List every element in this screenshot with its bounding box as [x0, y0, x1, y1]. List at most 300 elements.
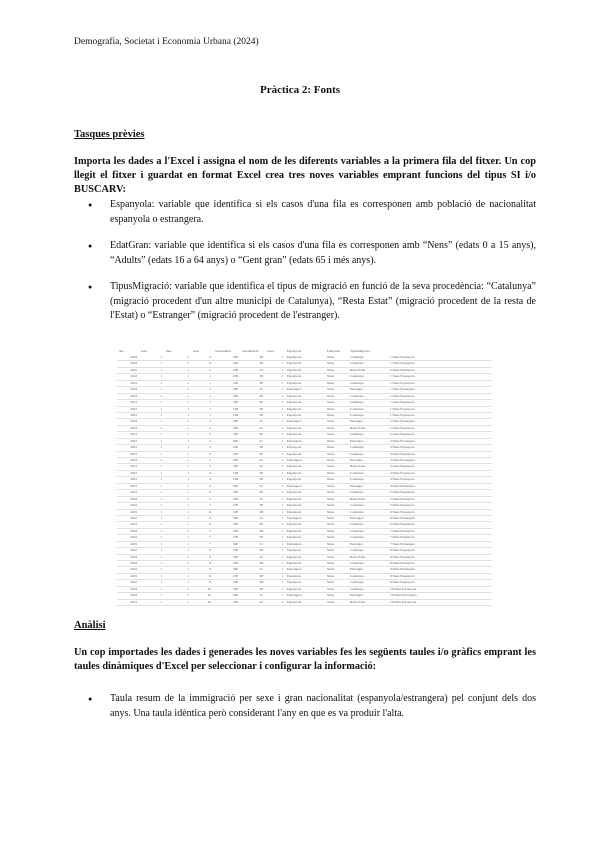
table-cell: 1	[139, 490, 164, 496]
table-cell: 1	[191, 400, 213, 406]
list-item-taula-resum: ● Taula resum de la immigració per sexe i gran nacionalitat (espanyola/estrangera) pel conjunt dels dos anys. Una taula idèntica però considerant l'any en que es va produir l'alta.	[74, 692, 536, 721]
table-cell: Espanyola	[285, 451, 325, 457]
table-cell: 1	[265, 387, 285, 393]
table-cell: 300	[213, 567, 240, 573]
table-cell: Catalunya	[348, 380, 388, 386]
table-cell: 1	[139, 509, 164, 515]
table-cell: 1	[265, 593, 285, 599]
table-cell: 1	[139, 438, 164, 444]
table-cell: 2023	[117, 419, 139, 425]
table-cell: Resta Estat	[348, 425, 388, 431]
table-cell: 1	[164, 567, 191, 573]
table-cell	[348, 606, 388, 607]
table-cell: 1	[164, 438, 191, 444]
table-cell: 1	[139, 567, 164, 573]
table-cell: 2023	[117, 464, 139, 470]
table-cell: 108	[213, 561, 240, 567]
spreadsheet-header-row	[117, 347, 492, 355]
table-cell: 1	[164, 367, 191, 373]
table-cell: Catalunya	[348, 406, 388, 412]
table-cell: 43	[240, 496, 265, 502]
table-cell: 08	[240, 573, 265, 579]
table-cell: Espanyola	[285, 432, 325, 438]
table-cell: 1	[164, 387, 191, 393]
spreadsheet-header-cell: any	[119, 349, 124, 353]
table-cell: Espanyola	[285, 599, 325, 605]
table-cell: 2023	[117, 367, 139, 373]
table-cell: 1	[139, 451, 164, 457]
table-cell: 3 Nens Estrangera	[388, 458, 492, 464]
table-cell: Catalunya	[348, 477, 388, 483]
table-cell: 4 Nens Estrangera	[388, 483, 492, 489]
table-cell: 2	[191, 438, 213, 444]
table-cell: 2023	[117, 438, 139, 444]
table-cell: 08	[240, 393, 265, 399]
spreadsheet-table	[117, 347, 492, 607]
table-cell: 1	[265, 509, 285, 515]
table-cell: 2023	[117, 412, 139, 418]
table-cell: Nens	[325, 509, 348, 515]
table-cell: 9 Nens Espanyola	[388, 573, 492, 579]
table-cell: 1	[265, 567, 285, 573]
table-cell: 1	[164, 490, 191, 496]
table-cell: 6 Nens Espanyola	[388, 509, 492, 515]
table-cell: 1 Nens Estrangera	[388, 387, 492, 393]
table-cell: 300	[213, 483, 240, 489]
table-cell: 1	[164, 586, 191, 592]
table-cell: 7 Nens Estrangera	[388, 541, 492, 547]
table-cell: 08	[240, 490, 265, 496]
table-cell: 108	[213, 470, 240, 476]
table-cell: 10 Nens Estrangera	[388, 593, 492, 599]
table-cell: 1	[265, 451, 285, 457]
spreadsheet-header-cell: nacionalitat	[215, 349, 231, 353]
table-cell: 08	[240, 477, 265, 483]
table-cell: Espanyola	[285, 380, 325, 386]
table-cell	[117, 606, 139, 607]
table-cell: Nens	[325, 374, 348, 380]
table-cell: 2023	[117, 509, 139, 515]
table-cell: Nens	[325, 445, 348, 451]
table-cell: 1	[164, 355, 191, 361]
table-cell: Espanyola	[285, 548, 325, 554]
table-cell: 1 Nens Espanyola	[388, 400, 492, 406]
table-cell: 1	[139, 599, 164, 605]
table-cell: 2023	[117, 580, 139, 586]
table-cell: 8	[191, 548, 213, 554]
table-cell: Estranger	[348, 438, 388, 444]
table-cell: Catalunya	[348, 355, 388, 361]
table-cell: 2023	[117, 406, 139, 412]
table-cell: Espanyola	[285, 561, 325, 567]
table-cell: 1	[265, 355, 285, 361]
list-item-tipusmigracio: ● TipusMigració: variable que identifica el tipus de migració en funció de la seva procedència: “Catalunya” (migració procedent d'un altre municipi de Catalunya), “Resta Estat” (migració procedent de la resta de l'Estat) o “Estranger” (migració procedent de l'estranger).	[74, 280, 536, 324]
table-cell: 08	[240, 503, 265, 509]
table-cell: Nens	[325, 432, 348, 438]
spreadsheet-header-cell: casos	[267, 349, 275, 353]
table-cell: Resta Estat	[348, 599, 388, 605]
table-cell: 43	[240, 425, 265, 431]
table-cell: Espanyola	[285, 509, 325, 515]
table-cell: Catalunya	[348, 451, 388, 457]
table-cell: 2023	[117, 593, 139, 599]
table-cell: 1	[164, 393, 191, 399]
table-cell: 1	[265, 528, 285, 534]
table-cell: 0	[191, 355, 213, 361]
table-cell: 108	[213, 412, 240, 418]
table-cell: 1	[164, 432, 191, 438]
table-cell: 1	[265, 419, 285, 425]
table-cell: 1	[191, 406, 213, 412]
table-cell: 8 Nens Espanyola	[388, 548, 492, 554]
table-cell: 1	[164, 509, 191, 515]
table-cell: Estrangera	[285, 458, 325, 464]
table-cell: Nens	[325, 567, 348, 573]
table-cell: 43	[240, 464, 265, 470]
table-cell: 1	[265, 580, 285, 586]
table-cell: 1	[139, 355, 164, 361]
table-cell: 08	[240, 451, 265, 457]
table-cell: 01	[240, 387, 265, 393]
table-cell: 08	[240, 548, 265, 554]
table-cell: 1	[191, 380, 213, 386]
table-cell: 6 Nens Estrangera	[388, 515, 492, 521]
table-cell: 1	[139, 432, 164, 438]
table-cell: Catalunya	[348, 548, 388, 554]
spreadsheet-header-cell: sexe	[141, 349, 148, 353]
table-cell: Nens	[325, 387, 348, 393]
table-cell: Nens	[325, 483, 348, 489]
table-cell: 1	[265, 464, 285, 470]
table-cell: 108	[213, 490, 240, 496]
table-cell: 108	[213, 573, 240, 579]
table-cell: 1	[139, 554, 164, 560]
table-cell: 1	[265, 535, 285, 541]
table-cell: 1	[191, 393, 213, 399]
table-cell: Catalunya	[348, 503, 388, 509]
table-cell: 2023	[117, 528, 139, 534]
table-row	[117, 606, 492, 607]
table-cell: Nens	[325, 599, 348, 605]
table-cell: 08	[240, 432, 265, 438]
table-cell: 2023	[117, 496, 139, 502]
table-cell: 1	[139, 528, 164, 534]
table-cell: 1	[164, 412, 191, 418]
table-cell: 10 Nens Espanyola	[388, 599, 492, 605]
table-cell: Catalunya	[348, 432, 388, 438]
table-cell: Nens	[325, 393, 348, 399]
table-cell: 108	[213, 554, 240, 560]
table-cell: 1	[164, 554, 191, 560]
table-cell: 108	[213, 445, 240, 451]
table-cell: 2023	[117, 458, 139, 464]
table-cell: Nens	[325, 438, 348, 444]
table-cell: Espanyola	[285, 406, 325, 412]
table-cell: Espanyola	[285, 425, 325, 431]
table-cell: Nens	[325, 586, 348, 592]
table-cell: 1	[265, 406, 285, 412]
table-cell: 108	[213, 380, 240, 386]
table-cell: 1	[265, 393, 285, 399]
table-cell: 0 Nens Espanyola	[388, 367, 492, 373]
list-item-edatgran: ● EdatGran: variable que identifica si els casos d'una fila es corresponen amb “Nens” (edats 0 a 15 anys), “Adults” (edats 16 a 64 anys) o “Gent gran” (edats 65 i més anys).	[74, 239, 536, 268]
table-cell: Nens	[325, 400, 348, 406]
table-cell: Catalunya	[348, 400, 388, 406]
spreadsheet-body	[117, 355, 492, 607]
table-cell: Espanyola	[285, 554, 325, 560]
table-cell: 2023	[117, 554, 139, 560]
table-cell: 1	[265, 541, 285, 547]
section-heading-analisi: Anàlisi	[74, 620, 106, 631]
table-cell: 1	[164, 464, 191, 470]
table-cell: 08	[240, 509, 265, 515]
table-cell: Catalunya	[348, 412, 388, 418]
table-cell: 1	[265, 380, 285, 386]
table-cell: 08	[240, 400, 265, 406]
table-cell: 1	[265, 412, 285, 418]
spreadsheet-header-cell: EdatGran	[327, 349, 340, 353]
table-cell: 1	[265, 599, 285, 605]
table-cell: 3 Nens Espanyola	[388, 451, 492, 457]
table-cell: Catalunya	[348, 535, 388, 541]
table-cell	[213, 606, 240, 607]
table-cell: 2023	[117, 400, 139, 406]
table-cell: Espanyola	[285, 361, 325, 367]
table-cell: 1	[139, 580, 164, 586]
table-cell: 2023	[117, 451, 139, 457]
table-cell: 1	[191, 412, 213, 418]
table-cell: Resta Estat	[348, 496, 388, 502]
table-cell: 1	[265, 483, 285, 489]
table-cell: Nens	[325, 470, 348, 476]
table-cell: 108	[213, 406, 240, 412]
table-cell: 1	[164, 458, 191, 464]
table-cell: 1	[164, 445, 191, 451]
table-cell: 300	[213, 541, 240, 547]
table-cell: Estrangera	[285, 419, 325, 425]
table-cell: 1	[265, 425, 285, 431]
table-cell: 4	[191, 477, 213, 483]
table-cell: Nens	[325, 406, 348, 412]
table-cell: Nens	[325, 412, 348, 418]
table-cell: 1	[139, 561, 164, 567]
table-cell: 5	[191, 503, 213, 509]
table-cell: Catalunya	[348, 528, 388, 534]
table-cell: 08	[240, 470, 265, 476]
table-cell: 1	[164, 451, 191, 457]
table-cell: 5 Nens Espanyola	[388, 496, 492, 502]
table-cell: Espanyola	[285, 400, 325, 406]
table-cell: 10 Nens Espanyola	[388, 586, 492, 592]
table-cell: 108	[213, 464, 240, 470]
table-cell: 2	[191, 445, 213, 451]
table-cell: 108	[213, 496, 240, 502]
table-cell: 1	[139, 535, 164, 541]
table-cell: 1	[265, 548, 285, 554]
table-cell	[388, 606, 492, 607]
table-cell: 1	[139, 361, 164, 367]
table-cell: 5	[191, 496, 213, 502]
table-cell: Nens	[325, 561, 348, 567]
table-cell: Estrangera	[285, 438, 325, 444]
table-cell: 4	[191, 470, 213, 476]
table-cell: 2	[191, 425, 213, 431]
table-cell: 1	[139, 464, 164, 470]
table-cell: 1	[164, 599, 191, 605]
table-cell: 08	[240, 586, 265, 592]
table-cell: Estranger	[348, 458, 388, 464]
table-cell: Catalunya	[348, 580, 388, 586]
table-cell: 08	[240, 355, 265, 361]
table-cell: Catalunya	[348, 393, 388, 399]
table-cell: 1	[139, 380, 164, 386]
table-cell: 108	[213, 425, 240, 431]
table-cell: 1	[164, 496, 191, 502]
table-cell: 1	[265, 458, 285, 464]
table-cell: 2023	[117, 548, 139, 554]
table-cell: 1 Nens Espanyola	[388, 355, 492, 361]
table-cell: 7	[191, 528, 213, 534]
table-cell: 108	[213, 432, 240, 438]
table-cell: 01	[240, 483, 265, 489]
table-cell: 2023	[117, 599, 139, 605]
table-cell: Nens	[325, 361, 348, 367]
table-cell: 1	[265, 490, 285, 496]
table-cell: Espanyola	[285, 477, 325, 483]
table-cell: 1	[139, 393, 164, 399]
table-cell: 3	[191, 464, 213, 470]
table-cell: 2 Nens Estrangera	[388, 419, 492, 425]
table-cell: 1	[164, 573, 191, 579]
table-cell: 108	[213, 367, 240, 373]
table-cell: Espanyola	[285, 393, 325, 399]
table-cell	[240, 606, 265, 607]
table-cell: 1	[265, 438, 285, 444]
table-cell: Nens	[325, 425, 348, 431]
table-cell: 108	[213, 548, 240, 554]
table-cell: 300	[213, 419, 240, 425]
table-cell: Estrangera	[285, 567, 325, 573]
table-cell: 108	[213, 374, 240, 380]
table-cell: Espanyola	[285, 535, 325, 541]
table-cell: Espanyola	[285, 580, 325, 586]
variables-list	[74, 198, 536, 324]
table-cell: 300	[213, 593, 240, 599]
table-cell: Resta Estat	[348, 554, 388, 560]
table-cell: 7	[191, 541, 213, 547]
table-cell: 3 Nens Espanyola	[388, 464, 492, 470]
table-cell: 4 Nens Espanyola	[388, 477, 492, 483]
page-title: Pràctica 2: Fonts	[259, 84, 341, 96]
table-cell: 1	[139, 573, 164, 579]
table-cell: 9	[191, 567, 213, 573]
table-cell: 2023	[117, 503, 139, 509]
table-cell: 1	[164, 548, 191, 554]
spreadsheet-header-cell: mes	[166, 349, 172, 353]
table-cell: 1	[139, 470, 164, 476]
table-cell: 1	[139, 374, 164, 380]
table-cell: Espanyola	[285, 490, 325, 496]
table-cell	[265, 606, 285, 607]
table-cell: Estrangera	[285, 515, 325, 521]
running-header: Demografia, Societat i Economia Urbana (2024)	[74, 37, 259, 47]
table-cell: 08	[240, 528, 265, 534]
table-cell: Nens	[325, 380, 348, 386]
table-cell: 9 Nens Espanyola	[388, 580, 492, 586]
table-cell: 2 Nens Espanyola	[388, 445, 492, 451]
table-cell: Nens	[325, 593, 348, 599]
table-cell: 08	[240, 561, 265, 567]
table-cell: 10	[191, 593, 213, 599]
table-cell: 01	[240, 541, 265, 547]
table-cell: Nens	[325, 503, 348, 509]
table-cell: 1	[164, 528, 191, 534]
table-cell: Espanyola	[285, 412, 325, 418]
table-cell: 2023	[117, 515, 139, 521]
table-cell: 2023	[117, 380, 139, 386]
table-cell: 2 Nens Espanyola	[388, 425, 492, 431]
table-cell: 01	[240, 515, 265, 521]
table-cell: 01	[240, 593, 265, 599]
section-heading-tasques-previes: Tasques prèvies	[74, 129, 145, 140]
table-cell: Espanyola	[285, 496, 325, 502]
table-cell: 1	[139, 515, 164, 521]
spreadsheet-screenshot	[117, 347, 492, 607]
table-cell: 9 Nens Estrangera	[388, 567, 492, 573]
table-cell: 01	[240, 458, 265, 464]
table-cell: 1	[164, 361, 191, 367]
table-cell: 2 Nens Estrangera	[388, 438, 492, 444]
table-cell: 8	[191, 561, 213, 567]
table-cell: 300	[213, 387, 240, 393]
table-cell: 2	[191, 419, 213, 425]
table-cell: 08	[240, 580, 265, 586]
table-cell: Estranger	[348, 483, 388, 489]
table-cell: 1	[164, 561, 191, 567]
table-cell: Catalunya	[348, 490, 388, 496]
table-cell: 1	[164, 400, 191, 406]
table-cell: 3	[191, 451, 213, 457]
table-cell: 1	[139, 503, 164, 509]
table-cell: 108	[213, 477, 240, 483]
analysis-list	[74, 692, 536, 721]
table-cell: 7 Nens Espanyola	[388, 535, 492, 541]
table-cell: Espanyola	[285, 503, 325, 509]
table-cell: 08	[240, 374, 265, 380]
table-cell: Estranger	[348, 567, 388, 573]
table-cell: 08	[240, 535, 265, 541]
table-cell: Nens	[325, 528, 348, 534]
table-cell: 1	[265, 503, 285, 509]
table-cell: 2023	[117, 561, 139, 567]
table-cell: Estranger	[348, 419, 388, 425]
table-cell: 1	[164, 515, 191, 521]
table-cell: Nens	[325, 419, 348, 425]
table-cell: Nens	[325, 554, 348, 560]
table-cell: 1	[139, 425, 164, 431]
table-cell: 08	[240, 361, 265, 367]
table-cell: 1	[139, 445, 164, 451]
table-cell: Espanyola	[285, 374, 325, 380]
table-cell: Catalunya	[348, 573, 388, 579]
table-cell: 1	[164, 483, 191, 489]
table-cell: Estranger	[348, 593, 388, 599]
table-cell: Espanyola	[285, 367, 325, 373]
table-cell: Nens	[325, 464, 348, 470]
table-cell: 2 Nens Espanyola	[388, 432, 492, 438]
spreadsheet-header-cell: edat	[193, 349, 199, 353]
table-cell: 1 Nens Espanyola	[388, 380, 492, 386]
